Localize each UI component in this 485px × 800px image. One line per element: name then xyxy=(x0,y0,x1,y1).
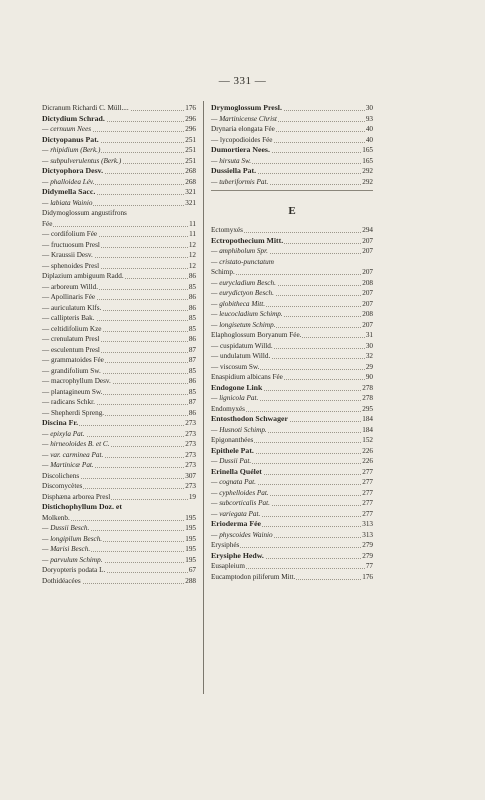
entry-name: Eusapleium xyxy=(211,562,245,570)
index-entry xyxy=(211,509,373,520)
index-entry xyxy=(211,414,373,425)
entry-name: — hirsuta Sw. xyxy=(211,156,252,165)
entry-name: — Shepherdi Spreng. xyxy=(42,408,105,417)
entry-name: — sphenoides Presl xyxy=(42,261,100,270)
entry-page-number: 207 xyxy=(362,289,373,297)
entry-page-number: 307 xyxy=(185,471,196,480)
index-entry xyxy=(211,498,373,509)
entry-page-number: 176 xyxy=(362,572,373,581)
entry-name: — cristato-punctatum xyxy=(211,257,274,266)
entry-page-number: 208 xyxy=(362,310,373,318)
entry-name: Dumortiera Nees. xyxy=(211,145,270,154)
index-entry xyxy=(211,330,373,341)
entry-page-number: 251 xyxy=(185,156,196,165)
section-rule xyxy=(211,190,373,191)
entry-page-number: 77 xyxy=(365,562,373,570)
entry-name: Entosthodon Schwager xyxy=(211,414,288,423)
index-entry xyxy=(42,492,196,503)
entry-page-number: 40 xyxy=(365,135,373,144)
index-entry xyxy=(42,103,196,114)
index-entry xyxy=(42,313,196,324)
section-letter: E xyxy=(288,205,296,217)
entry-page-number: 207 xyxy=(362,299,373,308)
entry-page-number: 278 xyxy=(362,394,373,402)
entry-name: — leucocladium Schimp. xyxy=(211,310,283,318)
entry-page-number: 195 xyxy=(185,534,196,543)
entry-name: Erysiphe Hedw. xyxy=(211,550,264,560)
entry-name: — rhipidium (Berk.) xyxy=(42,146,101,154)
index-entry xyxy=(42,271,196,282)
entry-name: — var. carminea Pat. xyxy=(42,450,104,459)
entry-name: — Marisi Besch. xyxy=(42,545,91,553)
entry-page-number: 292 xyxy=(362,177,373,186)
entry-name: — eurycladium Besch. xyxy=(211,278,276,287)
entry-name: Ectropothecium Mitt. xyxy=(211,235,284,245)
entry-name: — plantagineum Sw. xyxy=(42,387,103,396)
index-entry xyxy=(211,435,373,446)
entry-name: — Martinicense Christ xyxy=(211,114,277,123)
index-entry xyxy=(42,565,196,576)
entry-page-number: 277 xyxy=(362,467,373,476)
entry-page-number: 321 xyxy=(185,188,196,196)
entry-page-number: 296 xyxy=(185,114,196,123)
entry-name: — variegata Pat. xyxy=(211,509,261,518)
entry-name: — Dussii Pat. xyxy=(211,457,252,465)
entry-page-number: 288 xyxy=(185,576,196,585)
entry-name: Molkenb. xyxy=(42,513,70,522)
entry-page-number: 279 xyxy=(362,551,373,560)
entry-name: — grammatoides Fée xyxy=(42,356,104,364)
index-entry xyxy=(42,250,196,261)
entry-name: Dussiella Pat. xyxy=(211,166,257,175)
entry-page-number: 85 xyxy=(188,387,196,396)
left-column xyxy=(42,103,196,586)
entry-page-number: 29 xyxy=(365,362,373,371)
index-entry xyxy=(211,362,373,373)
index-entry xyxy=(42,513,196,524)
entry-page-number: 295 xyxy=(362,404,373,413)
index-entry xyxy=(42,544,196,555)
entry-name: Erioderma Fée xyxy=(211,519,262,528)
entry-page-number: 273 xyxy=(185,450,196,459)
entry-name: Dictydium Schrad. xyxy=(42,113,105,123)
entry-name: — subcorticalis Pat. xyxy=(211,499,270,507)
entry-page-number: 207 xyxy=(362,268,373,276)
index-entry xyxy=(211,540,373,551)
entry-name: — cordifolium Fée xyxy=(42,230,98,238)
entry-page-number: 268 xyxy=(185,167,196,175)
entry-name: — longisetum Schimp. xyxy=(211,320,276,329)
entry-page-number: 294 xyxy=(362,226,373,234)
entry-page-number: 165 xyxy=(362,146,373,154)
entry-page-number: 86 xyxy=(188,303,196,312)
entry-name: Discolichens xyxy=(42,471,80,480)
entry-name: — eurydictyon Besch. xyxy=(211,289,274,297)
index-entry xyxy=(211,309,373,320)
index-entry xyxy=(211,446,373,457)
entry-name: — cognata Pat. xyxy=(211,478,256,486)
entry-page-number: 208 xyxy=(362,278,373,287)
entry-name: — cyphelloides Pat. xyxy=(211,488,269,497)
entry-page-number: 152 xyxy=(362,436,373,444)
index-entry xyxy=(211,393,373,404)
entry-page-number: 86 xyxy=(188,293,196,301)
index-entry xyxy=(42,345,196,356)
index-entry xyxy=(211,551,373,562)
entry-name: Diplazium ambiguum Radd. xyxy=(42,272,124,280)
entry-page-number: 273 xyxy=(185,461,196,469)
entry-page-number: 19 xyxy=(188,492,196,501)
index-entry xyxy=(42,418,196,429)
entry-name: Dothidéacées xyxy=(42,576,81,585)
index-entry xyxy=(42,355,196,366)
index-entry xyxy=(211,177,373,188)
index-entry xyxy=(211,488,373,499)
entry-page-number: 87 xyxy=(188,398,196,406)
entry-page-number: 176 xyxy=(185,104,196,112)
entry-name: — celtidifolium Kze xyxy=(42,324,102,333)
entry-page-number: 277 xyxy=(362,478,373,486)
entry-name: — amphibolum Spr. xyxy=(211,247,268,255)
index-entry xyxy=(211,225,373,236)
index-entry xyxy=(42,397,196,408)
index-entry xyxy=(211,124,373,135)
entry-page-number: 296 xyxy=(185,125,196,133)
index-entry xyxy=(211,103,373,114)
entry-name: — globitheca Mitt. xyxy=(211,299,266,308)
entry-name: — crenulatum Presl xyxy=(42,335,100,343)
entry-name: — parvulum Schimp. xyxy=(42,555,103,564)
entry-page-number: 268 xyxy=(185,177,196,186)
index-entry xyxy=(42,429,196,440)
entry-name: Erinella Quélet xyxy=(211,466,262,476)
index-entry xyxy=(211,166,373,177)
entry-page-number: 86 xyxy=(188,377,196,385)
index-entry xyxy=(42,261,196,272)
entry-page-number: 279 xyxy=(362,541,373,549)
entry-name: — arboreum Willd. xyxy=(42,282,99,291)
index-entry xyxy=(42,324,196,335)
entry-name: — callipteris Bak. xyxy=(42,314,95,322)
index-entry xyxy=(42,124,196,135)
entry-page-number: 86 xyxy=(188,272,196,280)
entry-page-number: 251 xyxy=(185,135,196,144)
entry-name: — subpulverulentus (Berk.) xyxy=(42,156,122,165)
entry-page-number: 226 xyxy=(362,457,373,465)
entry-page-number: 321 xyxy=(185,198,196,207)
entry-name: Dictyopanus Pat. xyxy=(42,134,99,144)
index-entry xyxy=(42,166,196,177)
index-entry xyxy=(211,404,373,415)
entry-name: Didymella Sacc. xyxy=(42,187,96,196)
entry-page-number: 207 xyxy=(362,320,373,329)
index-entry xyxy=(211,530,373,541)
index-entry xyxy=(211,572,373,583)
entry-name: — physcoides Wainio xyxy=(211,530,273,539)
index-entry xyxy=(211,456,373,467)
index-entry xyxy=(42,366,196,377)
entry-name: — viscosum Sw. xyxy=(211,362,260,371)
entry-name: Epigonanthées xyxy=(211,436,254,444)
entry-name: Discina Fr. xyxy=(42,418,79,427)
entry-page-number: 12 xyxy=(188,261,196,270)
entry-page-number: 292 xyxy=(362,167,373,175)
index-entry xyxy=(211,477,373,488)
entry-page-number: 184 xyxy=(362,415,373,423)
entry-name: Ectomyxés xyxy=(211,226,243,234)
index-entry xyxy=(211,425,373,436)
index-entry xyxy=(211,246,373,257)
index-entry xyxy=(42,219,196,230)
entry-page-number: 86 xyxy=(188,408,196,417)
entry-page-number: 273 xyxy=(185,419,196,427)
index-entry xyxy=(42,502,196,513)
entry-name: Elaphoglossum Boryanum Fée. xyxy=(211,331,302,339)
entry-page-number: 277 xyxy=(362,488,373,497)
index-entry xyxy=(42,450,196,461)
index-entry xyxy=(42,292,196,303)
entry-name: Drymoglossum Presl. xyxy=(211,103,282,112)
index-entry xyxy=(211,299,373,310)
entry-page-number: 85 xyxy=(188,324,196,333)
entry-name: — grandifolium Sw. xyxy=(42,366,101,375)
index-entry xyxy=(211,114,373,125)
entry-name: — cernuum Nees xyxy=(42,125,92,133)
entry-name: — hirneoloides B. et C. xyxy=(42,440,110,448)
index-entry xyxy=(42,555,196,566)
entry-name: Schimp. xyxy=(211,268,235,276)
entry-name: — longipilum Besch. xyxy=(42,534,103,543)
entry-name: — Martinicæ Pat. xyxy=(42,461,94,469)
entry-name: — auriculatum Klfs. xyxy=(42,303,102,312)
entry-page-number: 277 xyxy=(362,499,373,507)
entry-page-number: 85 xyxy=(188,282,196,291)
index-entry xyxy=(42,198,196,209)
index-entry xyxy=(211,351,373,362)
index-entry xyxy=(42,408,196,419)
entry-name: — fructuosum Presl xyxy=(42,240,100,249)
index-entry xyxy=(211,320,373,331)
entry-page-number: 277 xyxy=(362,509,373,518)
entry-name: Distichophyllum Doz. et xyxy=(42,502,122,511)
page-number: — 331 — xyxy=(218,75,267,87)
entry-page-number: 93 xyxy=(365,114,373,123)
entry-name: — Dussii Besch. xyxy=(42,524,90,532)
entry-name: — tuberiformis Pat. xyxy=(211,177,269,186)
entry-name: Disphæna arborea Presl xyxy=(42,492,111,501)
entry-name: — radicans Schkr. xyxy=(42,398,95,406)
index-entry xyxy=(211,341,373,352)
index-entry xyxy=(211,467,373,478)
entry-page-number: 85 xyxy=(188,366,196,375)
entry-page-number: 86 xyxy=(188,335,196,343)
entry-name: — cuspidatum Willd. xyxy=(211,341,273,350)
entry-page-number: 313 xyxy=(362,530,373,539)
index-entry xyxy=(42,334,196,345)
entry-name: Dicranum Richardi C. Müll.... xyxy=(42,104,129,112)
entry-name: — esculentum Presl xyxy=(42,345,100,354)
entry-name: Eucamptodon piliferum Mitt. xyxy=(211,572,296,581)
entry-name: — Kraussii Desv. xyxy=(42,251,93,259)
index-entry xyxy=(42,460,196,471)
index-entry xyxy=(211,278,373,289)
entry-name: Discomycètes xyxy=(42,482,83,490)
index-entry xyxy=(42,177,196,188)
entry-page-number: 195 xyxy=(185,545,196,553)
entry-page-number: 30 xyxy=(365,104,373,112)
index-entry xyxy=(211,236,373,247)
index-entry xyxy=(211,372,373,383)
entry-name: Drynaria elongata Fée xyxy=(211,125,275,133)
entry-page-number: 32 xyxy=(365,352,373,360)
index-entry xyxy=(42,439,196,450)
index-entry xyxy=(42,187,196,198)
index-entry xyxy=(42,135,196,146)
entry-page-number: 251 xyxy=(185,146,196,154)
entry-name: — undulatum Willd. xyxy=(211,352,271,360)
entry-page-number: 278 xyxy=(362,383,373,392)
entry-name: — lignicola Pat. xyxy=(211,394,259,402)
index-entry xyxy=(42,576,196,587)
entry-name: Doryopteris podata L. xyxy=(42,566,106,574)
entry-page-number: 195 xyxy=(185,524,196,532)
index-entry xyxy=(211,145,373,156)
entry-page-number: 12 xyxy=(188,251,196,259)
entry-name: — Apollinaris Fée xyxy=(42,293,96,301)
entry-name: — lycopodioides Fée xyxy=(211,135,273,144)
entry-page-number: 226 xyxy=(362,446,373,455)
index-entry xyxy=(211,561,373,572)
index-entry xyxy=(42,114,196,125)
entry-page-number: 90 xyxy=(365,373,373,381)
index-entry xyxy=(42,387,196,398)
entry-name: — labiata Wainio xyxy=(42,198,93,207)
entry-page-number: 87 xyxy=(188,356,196,364)
entry-name: Enaspidium albicans Fée xyxy=(211,373,283,381)
entry-name: Endogone Link xyxy=(211,382,263,392)
entry-page-number: 273 xyxy=(185,482,196,490)
entry-name: — epixyla Pat. xyxy=(42,429,85,438)
entry-page-number: 273 xyxy=(185,440,196,448)
entry-name: — macrophyllum Desv. xyxy=(42,377,111,385)
index-entry xyxy=(42,303,196,314)
right-column xyxy=(211,103,373,582)
entry-name: — Husnoti Schimp. xyxy=(211,425,267,434)
entry-page-number: 184 xyxy=(362,425,373,434)
index-entry xyxy=(42,471,196,482)
index-entry xyxy=(211,156,373,167)
entry-page-number: 195 xyxy=(185,555,196,564)
entry-name: Epithele Pat. xyxy=(211,445,254,455)
index-entry xyxy=(42,229,196,240)
index-entry xyxy=(42,208,196,219)
entry-name: Dictyophora Desv. xyxy=(42,166,104,175)
index-entry xyxy=(42,282,196,293)
entry-page-number: 195 xyxy=(185,513,196,522)
index-entry xyxy=(42,156,196,167)
index-entry xyxy=(211,257,373,268)
column-divider xyxy=(203,101,204,694)
entry-page-number: 30 xyxy=(365,341,373,350)
entry-page-number: 12 xyxy=(188,240,196,249)
entry-page-number: 11 xyxy=(189,230,196,238)
entry-name: Erysiphés xyxy=(211,541,240,549)
entry-name: Endomyxés xyxy=(211,404,245,413)
index-entry xyxy=(211,383,373,394)
index-entry xyxy=(42,240,196,251)
index-entry xyxy=(211,288,373,299)
entry-page-number: 273 xyxy=(185,429,196,438)
entry-name: Fée xyxy=(42,219,53,228)
index-entry xyxy=(211,267,373,278)
entry-name: — phalloidea Lév. xyxy=(42,177,95,186)
index-entry xyxy=(42,376,196,387)
entry-page-number: 165 xyxy=(362,156,373,165)
entry-page-number: 40 xyxy=(365,125,373,133)
entry-page-number: 313 xyxy=(362,520,373,528)
dot-leader xyxy=(42,226,196,227)
index-entry xyxy=(42,145,196,156)
entry-name: Didymoglossum angustifrons xyxy=(42,209,127,217)
index-entry xyxy=(42,523,196,534)
entry-page-number: 207 xyxy=(362,236,373,245)
index-entry xyxy=(42,534,196,545)
entry-page-number: 31 xyxy=(365,331,373,339)
entry-page-number: 11 xyxy=(189,219,196,228)
index-entry xyxy=(211,519,373,530)
index-entry xyxy=(211,135,373,146)
entry-page-number: 87 xyxy=(188,345,196,354)
entry-page-number: 67 xyxy=(188,566,196,574)
index-entry xyxy=(42,481,196,492)
entry-page-number: 85 xyxy=(188,314,196,322)
entry-page-number: 207 xyxy=(362,247,373,255)
